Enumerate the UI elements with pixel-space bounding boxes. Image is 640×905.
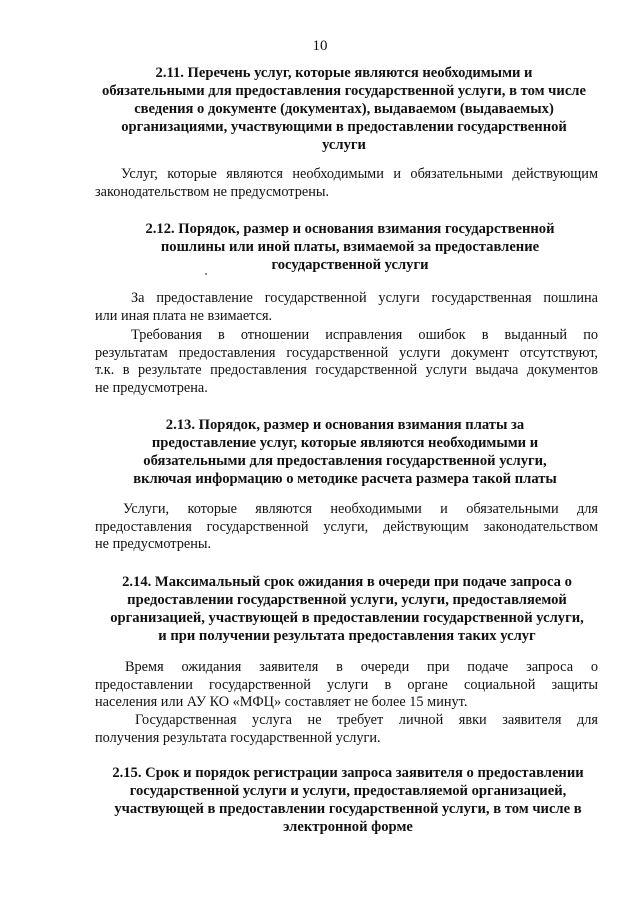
section-heading-2-14 <box>92 573 602 645</box>
section-heading-2-13 <box>108 416 582 488</box>
paragraph <box>95 659 598 712</box>
paragraph-line: законодательством не предусмотрены. <box>95 183 330 200</box>
paragraph-line: не предусмотрены. <box>95 536 212 553</box>
paragraph <box>95 166 598 201</box>
paragraph-line: получения результата государственной услуги. <box>95 729 381 746</box>
paragraph-line: Время ожидания заявителя в очереди при подаче запроса о <box>125 659 598 675</box>
paragraph-line: За предоставление государственной услуги государственная пошлина <box>131 290 598 306</box>
paragraph-line: Требования в отношении исправления ошибок в выданный по <box>131 327 598 343</box>
paragraph <box>95 290 598 325</box>
heading-line: участвующей в предоставлении государственной услуги, в том числе в <box>114 801 582 817</box>
heading-line: предоставление услуг, которые являются необходимыми и <box>151 435 539 451</box>
section-heading-2-15 <box>92 764 604 836</box>
heading-line: 2.15. Срок и порядок регистрации запроса заявителя о предоставлении <box>112 765 584 781</box>
page-number: 10 <box>312 38 328 54</box>
paragraph-line: Услуги, которые являются необходимыми и обязательными для <box>123 501 598 517</box>
heading-line: 2.14. Максимальный срок ожидания в очереди при подаче запроса о <box>122 574 572 590</box>
paragraph-line: не предусмотрена. <box>95 379 208 396</box>
heading-line: государственной услуги и услуги, предоставляемой организацией, <box>129 783 567 799</box>
heading-line: пошлины или иной платы, взимаемой за предоставление <box>160 239 540 255</box>
paragraph <box>95 712 598 747</box>
heading-line: включая информацию о методике расчета размера такой платы <box>133 471 557 487</box>
paragraph-line: населения или АУ КО «МФЦ» составляет не более 15 минут. <box>95 694 468 711</box>
paragraph-line: предоставления государственной услуги, действующим законодательством <box>95 518 598 535</box>
paragraph-line: или иная плата не взимается. <box>95 307 273 324</box>
section-heading-2-12 <box>120 220 580 274</box>
heading-line: услуги <box>322 137 366 153</box>
heading-line: 2.12. Порядок, размер и основания взимания государственной <box>145 221 555 237</box>
heading-line: обязательными для предоставления государственной услуги, <box>143 453 547 469</box>
heading-line: предоставлении государственной услуги, услуги, предоставляемой <box>127 592 567 608</box>
heading-line: обязательными для предоставления государственной услуги, в том числе <box>102 83 586 99</box>
section-heading-2-11 <box>88 64 600 154</box>
heading-line: организациями, участвующими в предоставлении государственной <box>121 119 567 135</box>
heading-line: 2.11. Перечень услуг, которые являются необходимыми и <box>155 65 533 81</box>
heading-line: государственной услуги <box>271 257 429 273</box>
paragraph <box>95 501 598 554</box>
paragraph-line: результатам предоставления государственной услуги документ отсутствуют, <box>95 344 598 361</box>
scan-speck <box>205 273 207 275</box>
heading-line: и при получении результата предоставления таких услуг <box>158 628 536 644</box>
paragraph-line: т.к. в результате предоставления государственной услуги выдача документов <box>95 362 598 379</box>
paragraph-line: предоставлении государственной услуги в органе социальной защиты <box>95 676 598 693</box>
paragraph <box>95 327 598 397</box>
heading-line: электронной форме <box>283 819 413 835</box>
heading-line: 2.13. Порядок, размер и основания взимания платы за <box>165 417 525 433</box>
heading-line: сведения о документе (документах), выдаваемом (выдаваемых) <box>134 101 554 117</box>
paragraph-line: Государственная услуга не требует личной явки заявителя для <box>135 712 598 728</box>
paragraph-line: Услуг, которые являются необходимыми и обязательными действующим <box>121 166 598 182</box>
heading-line: организацией, участвующей в предоставлении государственной услуги, <box>110 610 584 626</box>
